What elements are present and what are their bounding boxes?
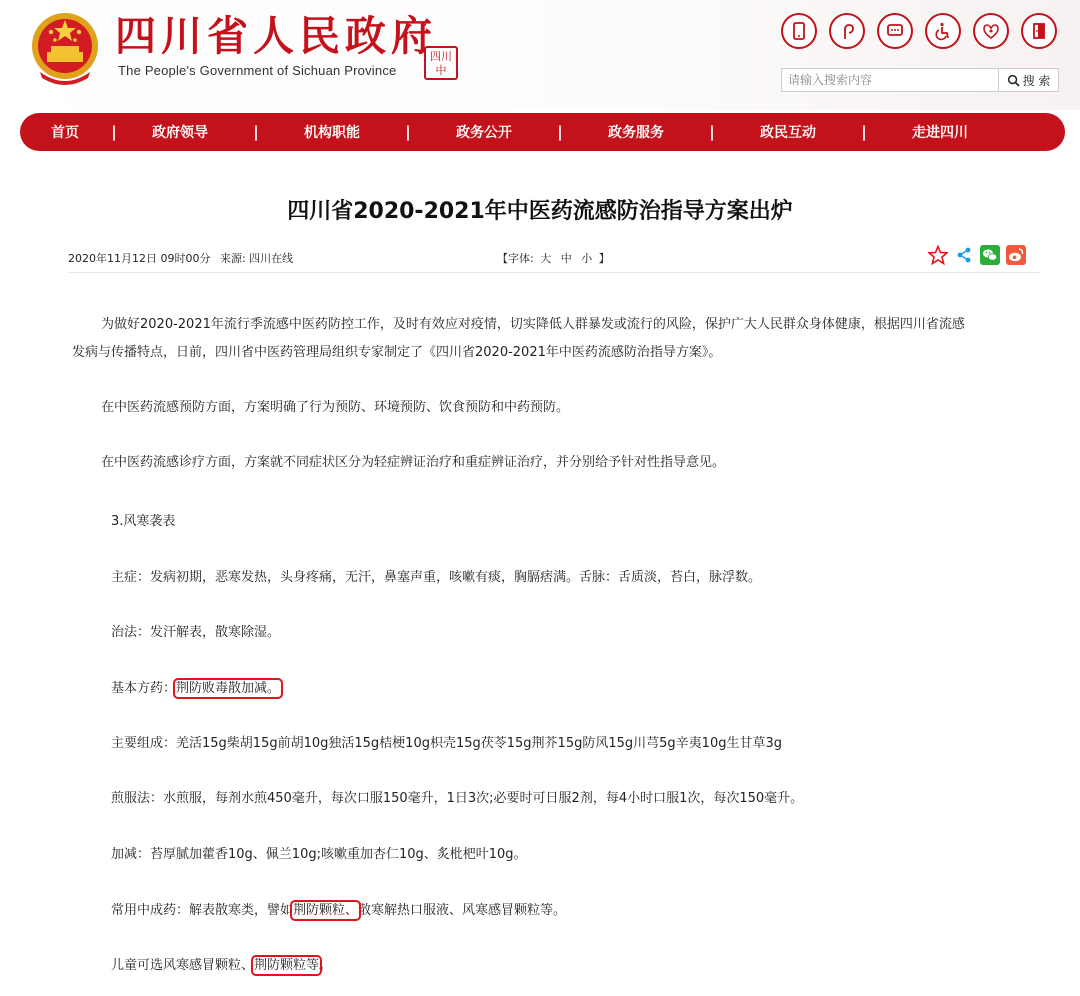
seal-logo: 四川 中 [424, 46, 458, 80]
wheelchair-icon[interactable] [925, 13, 961, 49]
search-button-label: 搜 索 [1022, 73, 1051, 88]
message-icon[interactable] [877, 13, 913, 49]
national-emblem-icon [30, 10, 100, 86]
search-button[interactable] [998, 69, 1058, 91]
article-title: 四川省2020-2021年中医药流感防治指导方案出炉 [287, 199, 793, 224]
children-suffix: 。 [319, 958, 333, 973]
nav-item-public-info[interactable]: 政务公开 [456, 125, 512, 141]
search-icon [1007, 74, 1020, 87]
nav-separator: | [111, 123, 117, 141]
paragraph-symptoms: 主症：发病初期，恶寒发热，头身疼痛，无汗，鼻塞声重，咳嗽有痰，胸膈痞满。舌脉：舌质淡，苔白，脉浮数。 [111, 570, 762, 585]
font-size-small[interactable]: 小 [581, 252, 593, 265]
highlighted-formula: 荆防败毒散加减。 [176, 681, 281, 696]
nav-item-about-sichuan[interactable]: 走进四川 [912, 125, 968, 141]
site-title[interactable]: 四川省人民政府 [115, 12, 437, 60]
header-tools [781, 13, 1057, 49]
paragraph-intro-line2: 发病与传播特点，日前，四川省中医药管理局组织专家制定了《四川省2020-2021年中医药流感防治指导方案》。 [72, 345, 722, 360]
font-size-medium[interactable]: 中 [560, 252, 572, 265]
section-heading: 3.风寒袭表 [111, 514, 176, 529]
nav-item-institutions[interactable]: 机构职能 [304, 125, 360, 141]
patent-medicine-prefix: 常用中成药：解表散寒类，譬如 [111, 903, 294, 918]
paragraph-basic-formula [111, 676, 280, 702]
weibo-icon[interactable] [1006, 245, 1026, 265]
elder-care-icon[interactable] [973, 13, 1009, 49]
favorite-star-icon[interactable] [928, 245, 948, 265]
paragraph-modification: 加减：苔厚腻加藿香10g、佩兰10g;咳嗽重加杏仁10g、炙枇杷叶10g。 [111, 847, 527, 862]
paragraph-children [111, 953, 332, 979]
wechat-icon[interactable] [980, 245, 1000, 265]
search-input[interactable] [782, 69, 998, 91]
main-nav [20, 113, 1065, 151]
nav-separator: | [557, 123, 563, 141]
nav-item-services[interactable]: 政务服务 [608, 125, 664, 141]
nav-separator: | [709, 123, 715, 141]
children-prefix: 儿童可选风寒感冒颗粒、 [111, 958, 255, 973]
font-size-control [497, 252, 610, 266]
nav-separator: | [405, 123, 411, 141]
article-meta [68, 252, 299, 266]
basic-formula-label: 基本方药： [111, 681, 177, 696]
highlighted-granule: 荆防颗粒、 [293, 903, 359, 918]
paragraph-decoction: 煎服法：水煎服，每剂水煎450毫升，每次口服150毫升，1日3次;必要时可日服2剂，每4小时口服1次，每次150毫升。 [111, 791, 804, 806]
nav-item-home[interactable]: 首页 [51, 125, 79, 141]
paragraph-prevention: 在中医药流感预防方面，方案明确了行为预防、环境预防、饮食预防和中药预防。 [101, 400, 570, 415]
article-source: 来源: 四川在线 [219, 252, 294, 265]
paragraph-treatment: 在中医药流感诊疗方面，方案就不同症状区分为轻症辨证治疗和重症辨证治疗，并分别给予针对性指导意见。 [101, 455, 726, 470]
paragraph-composition: 主要组成：羌活15g柴胡15g前胡10g独活15g桔梗10g枳壳15g茯苓15g荆芥15g防风15g川芎5g辛夷10g生甘草3g [111, 736, 782, 751]
nav-item-leaders[interactable]: 政府领导 [152, 125, 208, 141]
paragraph-method: 治法：发汗解表，散寒除湿。 [111, 625, 281, 640]
share-icon[interactable] [954, 245, 974, 265]
paragraph-intro-line1: 为做好2020-2021年流行季流感中医药防控工作，及时有效应对疫情，切实降低人群暴发或流行的风险，保护广大人民群众身体健康，根据四川省流感 [101, 317, 965, 332]
meta-divider [68, 272, 1040, 273]
exit-icon[interactable] [1021, 13, 1057, 49]
article-date: 2020年11月12日 09时00分 [68, 252, 211, 265]
highlighted-granule-children: 荆防颗粒等 [254, 958, 320, 973]
font-size-suffix: 】 [598, 252, 610, 265]
accessibility-read-icon[interactable] [829, 13, 865, 49]
site-subtitle: The People's Government of Sichuan Province [118, 63, 397, 78]
nav-separator: | [861, 123, 867, 141]
nav-item-interaction[interactable]: 政民互动 [760, 125, 816, 141]
font-size-large[interactable]: 大 [540, 252, 552, 265]
paragraph-patent-medicine [111, 898, 566, 924]
search-box [781, 68, 1059, 92]
share-bar [928, 245, 1026, 265]
site-header [0, 0, 1080, 110]
nav-separator: | [253, 123, 259, 141]
mobile-icon[interactable] [781, 13, 817, 49]
patent-medicine-suffix: 散寒解热口服液、风寒感冒颗粒等。 [358, 903, 567, 918]
font-size-prefix: 【字体: [497, 252, 534, 265]
